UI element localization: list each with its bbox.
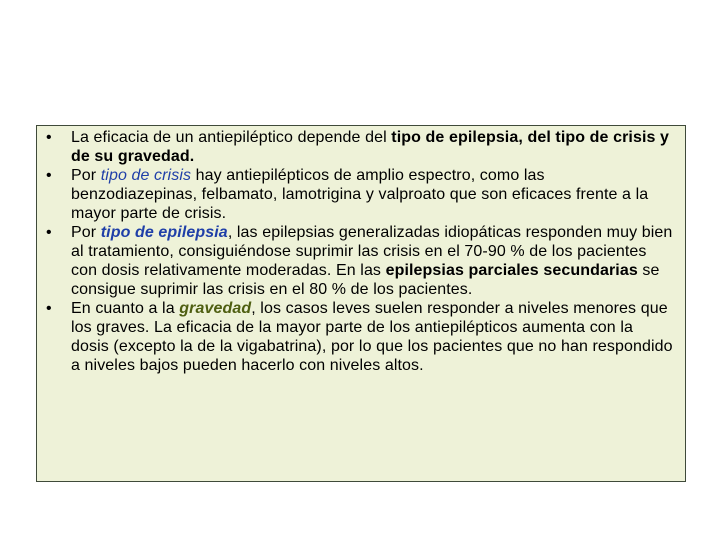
item-bold-text: tipo de epilepsia, del tipo de crisis y de su gravedad.	[71, 129, 670, 165]
item-emphasis-text: tipo de crisis	[100, 167, 192, 184]
bullet-item-efficacy	[45, 128, 675, 166]
item-text: , las epilepsias generalizadas idiopáticas responden muy bien al tratamiento, consiguiéndose suprimir las crisis en el 70-90 % de los pacientes con dosis relativamente moderadas. En las	[71, 224, 673, 279]
bullet-item-epilepsy-type	[45, 223, 675, 299]
bullet-marker: •	[46, 300, 52, 317]
item-text: La eficacia de un antiepiléptico depende del	[71, 129, 392, 146]
item-text: En cuanto a la	[71, 300, 180, 317]
item-text: se consigue suprimir las crisis en el 80 % de los pacientes.	[71, 262, 660, 298]
item-text: hay antiepilépticos de amplio espectro, como las benzodiazepinas, felbamato, lamotrigina y valproato que son eficaces frente a la mayor parte de crisis.	[71, 167, 649, 222]
bullet-item-crisis-type	[45, 166, 675, 223]
bullet-item-severity	[45, 299, 675, 375]
bullet-marker: •	[46, 129, 52, 146]
bullet-marker: •	[46, 224, 52, 241]
item-bold-text: epilepsias parciales secundarias	[385, 262, 638, 279]
content-text-box	[36, 125, 686, 482]
item-text: Por	[71, 167, 101, 184]
item-emphasis-text: tipo de epilepsia	[100, 224, 228, 241]
bullet-marker: •	[46, 167, 52, 184]
bullet-list	[45, 128, 675, 375]
item-text: , los casos leves suelen responder a niveles menores que los graves. La eficacia de la mayor parte de los antiepilépticos aumenta con la dosis (excepto la de la vigabatrina), por lo que los pacientes que no han respondido a niveles bajos pueden hacerlo con niveles altos.	[71, 300, 673, 374]
item-text: Por	[71, 224, 101, 241]
item-emphasis-text: gravedad	[179, 300, 252, 317]
